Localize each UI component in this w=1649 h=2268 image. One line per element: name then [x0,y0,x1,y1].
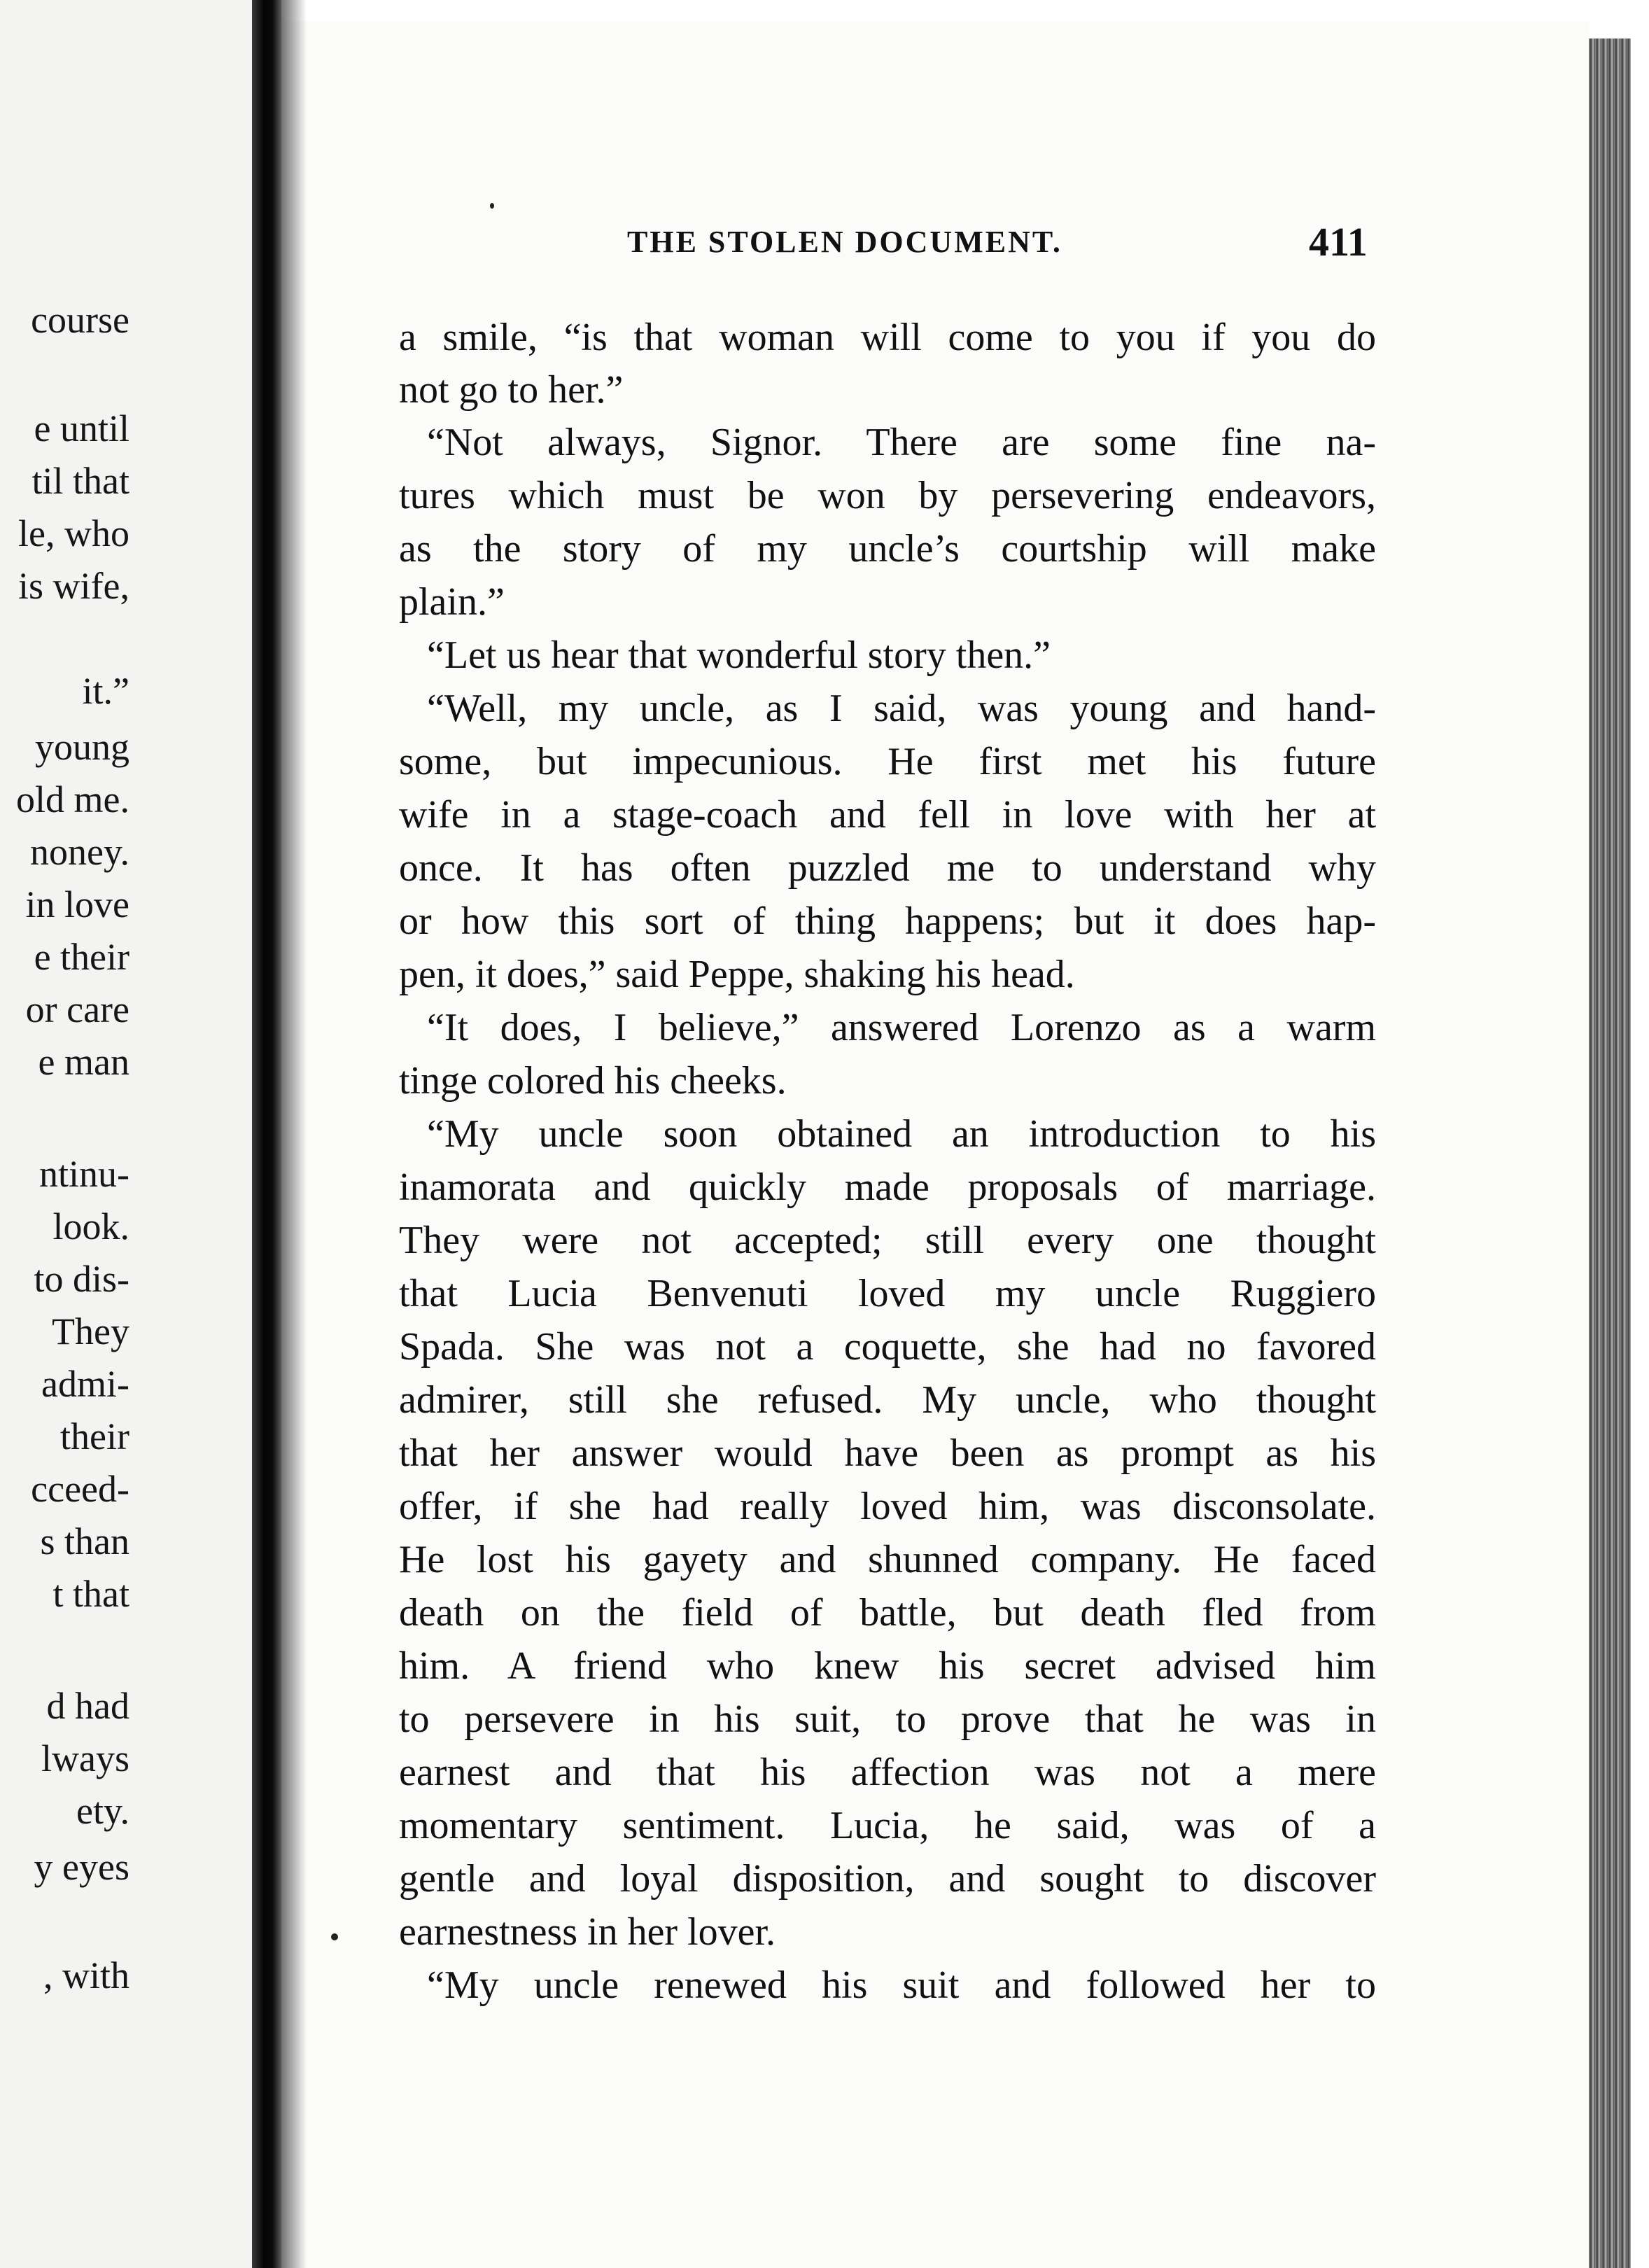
left-page-fragment: is wife, [18,565,129,607]
left-page-fragment: look. [52,1205,129,1247]
left-page-fragment: t that [52,1573,129,1615]
left-facing-page [0,0,252,2268]
text-line: inamorata and quickly made proposals of marriage. [399,1166,1376,1209]
text-line: “Not always, Signor. There are some fine na- [427,421,1376,464]
ink-speck [331,1933,338,1940]
left-page-fragment: young [35,726,129,768]
text-line: “My uncle soon obtained an introduction to his [427,1112,1376,1156]
ink-speck [490,203,494,209]
text-line: a smile, “is that woman will come to you if you do [399,316,1376,359]
text-line: He lost his gayety and shunned company. He faced [399,1538,1376,1581]
left-page-fragment: They [52,1310,129,1352]
text-line: him. A friend who knew his secret advised him [399,1644,1376,1688]
text-line: death on the field of battle, but death fled from [399,1591,1376,1634]
left-page-fragment: til that [31,460,129,502]
left-page-fragment: in love [25,883,129,925]
text-line: plain.” [399,580,505,624]
page-number: 411 [1309,219,1368,265]
text-line: They were not accepted; still every one thought [399,1219,1376,1262]
left-page-fragment: lways [41,1737,129,1779]
left-page-fragment: y eyes [34,1846,129,1888]
left-page-fragment: ntinu- [39,1153,129,1195]
text-line: “Let us hear that wonderful story then.” [427,634,1051,677]
left-page-fragment: e until [34,407,129,449]
text-line: tures which must be won by persevering endeavors, [399,474,1376,517]
page-edges [1589,38,1631,2268]
right-margin [1631,0,1649,2268]
text-line: gentle and loyal disposition, and sought to discover [399,1857,1376,1900]
text-line: that Lucia Benvenuti loved my uncle Ruggiero [399,1272,1376,1315]
left-page-fragment: , with [43,1954,129,1996]
left-page-fragment: to dis- [34,1258,129,1300]
left-page-fragment: e man [38,1041,129,1083]
left-page-fragment: old me. [16,778,129,820]
left-page-fragment: ety. [76,1790,129,1832]
text-line: wife in a stage-coach and fell in love with her at [399,793,1376,836]
text-line: that her answer would have been as prompt as his [399,1432,1376,1475]
left-page-fragment: admi- [41,1363,129,1405]
running-header: THE STOLEN DOCUMENT. [627,225,1062,259]
gutter-shadow [281,0,307,2268]
text-line: Spada. She was not a coquette, she had no favored [399,1325,1376,1368]
book-gutter [252,0,281,2268]
text-line: “It does, I believe,” answered Lorenzo as a warm [427,1006,1376,1049]
left-page-fragment: s than [40,1520,129,1562]
left-page-fragment: d had [46,1685,129,1727]
text-line: “My uncle renewed his suit and followed her to [427,1963,1376,2007]
left-page-fragment: le, who [18,512,129,554]
text-line: to persevere in his suit, to prove that he was in [399,1698,1376,1741]
left-page-fragment: or care [25,988,129,1030]
text-line: momentary sentiment. Lucia, he said, was of a [399,1804,1376,1847]
text-line: offer, if she had really loved him, was disconsolate. [399,1485,1376,1528]
text-line: pen, it does,” said Peppe, shaking his head. [399,953,1075,996]
left-page-fragment: their [60,1415,129,1457]
text-line: some, but impecunious. He first met his future [399,740,1376,783]
left-page-fragment: course [31,299,129,341]
text-line: tinge colored his cheeks. [399,1059,787,1102]
left-page-fragment: it.” [82,670,129,712]
text-line: once. It has often puzzled me to understand why [399,846,1376,890]
text-line: “Well, my uncle, as I said, was young and hand- [427,687,1376,730]
left-page-fragment: cceed- [31,1468,129,1510]
text-line: earnest and that his affection was not a mere [399,1751,1376,1794]
text-line: not go to her.” [399,368,624,412]
left-page-fragment: e their [34,936,129,978]
text-line: as the story of my uncle’s courtship will make [399,527,1376,570]
text-line: admirer, still she refused. My uncle, who thought [399,1378,1376,1422]
left-page-fragment: noney. [30,831,129,873]
text-line: or how this sort of thing happens; but it does hap- [399,899,1376,943]
text-line: earnestness in her lover. [399,1910,776,1954]
